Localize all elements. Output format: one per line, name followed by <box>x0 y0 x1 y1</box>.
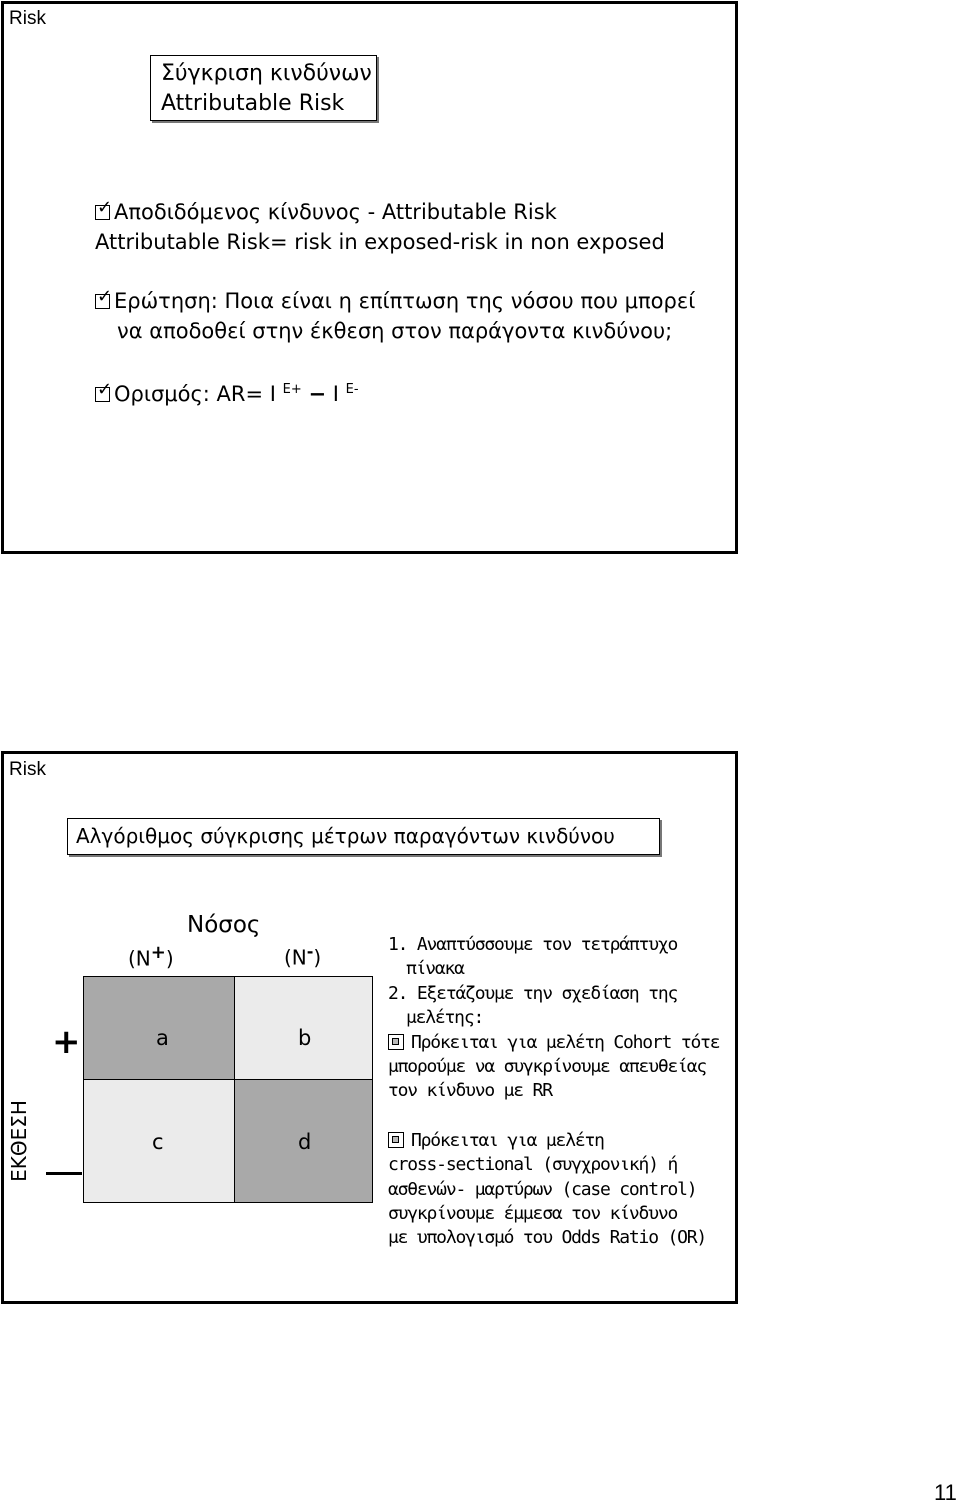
col-header-negative: (N-) <box>284 942 322 970</box>
def-sup-e-plus: E+ <box>282 382 302 397</box>
row-label-minus <box>46 1172 82 1175</box>
def-prefix: Ορισμός: AR= I <box>114 382 276 406</box>
case-control-line5: με υπολογισμό του Odds Ratio (OR) <box>388 1227 707 1248</box>
cell-c-label: c <box>152 1130 164 1154</box>
page-number: 11 <box>934 1480 957 1505</box>
bullet-2-line2: να αποδοθεί στην έκθεση στον παράγοντα κινδύνου; <box>117 319 673 343</box>
disease-header: Νόσος <box>187 912 261 938</box>
slide-2-title <box>67 818 660 855</box>
bullet-definition <box>95 375 359 409</box>
case-control-item: Πρόκειται για μελέτη <box>388 1129 604 1153</box>
bullet-question <box>95 286 695 316</box>
slide-1-title <box>150 55 377 121</box>
col-header-positive: (N+) <box>128 942 174 971</box>
checkbox-icon <box>95 205 110 220</box>
bullet-attributable-risk <box>95 197 557 227</box>
slide-1-title-line2: Attributable Risk <box>161 91 345 116</box>
slide-2-title-text: Αλγόριθμος σύγκρισης μέτρων παραγόντων κινδύνου <box>76 824 615 848</box>
cell-d-label: d <box>298 1130 312 1154</box>
case-control-line4: συγκρίνουμε έμμεσα τον κίνδυνο <box>388 1203 678 1224</box>
slide-1-label: Risk <box>9 8 46 29</box>
square-bullet-icon <box>388 1132 404 1148</box>
slide-1 <box>1 1 738 554</box>
square-bullet-icon <box>388 1034 404 1050</box>
row-label-plus: + <box>52 1022 81 1062</box>
exposure-axis-label: ΕΚΘΕΣΗ <box>7 1100 31 1182</box>
cell-a-label: a <box>156 1026 169 1050</box>
cohort-line2: μπορούμε να συγκρίνουμε απευθείας <box>388 1056 707 1077</box>
cohort-item: Πρόκειται για μελέτη Cohort τότε <box>388 1031 719 1055</box>
bullet-1-line1: Αποδιδόμενος κίνδυνος - Attributable Risk <box>114 200 557 224</box>
bullet-1-line2: Attributable Risk= risk in exposed-risk in non exposed <box>95 230 665 254</box>
step-1-cont: πίνακα <box>406 958 464 979</box>
def-i2: I <box>332 382 339 406</box>
cohort-line3: τον κίνδυνο με RR <box>388 1080 552 1101</box>
def-minus: − <box>308 382 327 406</box>
slide-2-label: Risk <box>9 759 46 780</box>
step-2: 2. Εξετάζουμε την σχεδίαση της <box>388 983 678 1004</box>
def-sup-e-minus: E- <box>345 382 359 397</box>
checkbox-icon <box>95 294 110 309</box>
step-2-cont: μελέτης: <box>406 1007 484 1028</box>
case-control-line2: cross-sectional (συγχρονική) ή <box>388 1154 678 1175</box>
bullet-2-line1: Ερώτηση: Ποια είναι η επίπτωση της νόσου που μπορεί <box>114 289 696 313</box>
slide-1-title-line1: Σύγκριση κινδύνων <box>161 61 372 86</box>
checkbox-icon <box>95 387 110 402</box>
slide-2 <box>1 751 738 1304</box>
case-control-line3: ασθενών- μαρτύρων (case control) <box>388 1179 697 1200</box>
cell-b-label: b <box>298 1026 312 1050</box>
step-1: 1. Αναπτύσσουμε τον τετράπτυχο <box>388 934 678 955</box>
